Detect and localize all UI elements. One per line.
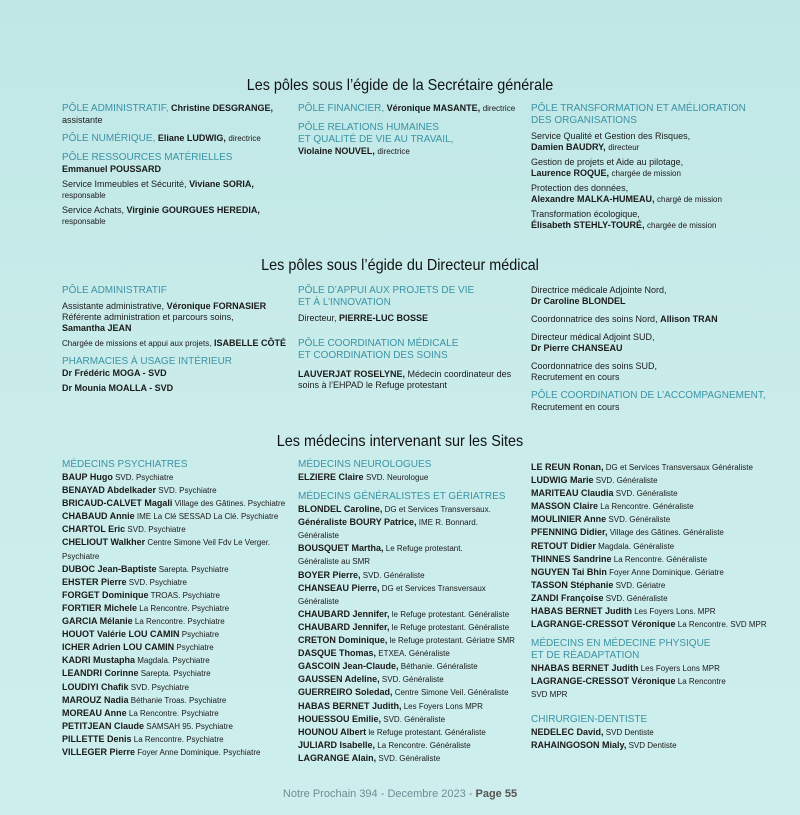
doctor-entry <box>298 660 530 673</box>
doctor-name: CHARTOL Eric <box>62 524 126 535</box>
doctor-entry <box>298 569 530 582</box>
ecolo-role: chargée de mission <box>647 221 717 230</box>
doctor-name: VILLEGER Pierre <box>62 746 136 757</box>
doctor-entry <box>531 618 793 631</box>
dir-sud-name: Dr Pierre CHANSEAU <box>531 343 623 353</box>
doctor-entry <box>531 726 793 739</box>
coord-sud-status: Recrutement en cours <box>531 372 620 382</box>
dentiste-list <box>531 726 793 752</box>
doctor-detail: le Refuge protestant. Généraliste <box>366 727 486 737</box>
doctor-detail: SVD. Psychiatre <box>128 682 189 692</box>
doctor-entry <box>531 592 793 605</box>
doctor-detail: Foyer Anne Dominique. Psychiatre <box>135 747 261 757</box>
doctor-entry <box>298 516 530 529</box>
donnees-name: Alexandre MALKA-HUMEAU, <box>531 194 655 204</box>
neuro-name: ELZIERE Claire <box>298 472 364 482</box>
doctor-detail: La Rencontre. Généraliste <box>375 740 471 750</box>
doctor-entry <box>298 726 530 739</box>
doctor-detail: SVD. Psychiatre <box>112 473 174 482</box>
doctor-entry <box>531 662 793 675</box>
pole-appui-heading-2: ET À L’INNOVATION <box>298 297 391 308</box>
doctor-entry <box>62 615 294 628</box>
doctor-entry <box>298 555 530 568</box>
doctor-entry <box>298 503 530 516</box>
doctor-entry <box>62 471 294 484</box>
doctor-detail: SVD. Généraliste <box>379 675 444 685</box>
doctor-detail: SVD. Généraliste <box>606 515 671 525</box>
doctor-entry <box>62 746 294 759</box>
pharmacies-heading: PHARMACIES À USAGE INTÉRIEUR <box>62 356 233 367</box>
pole-accomp-heading: PÔLE COORDINATION DE L’ACCOMPAGNEMENT, <box>531 390 766 401</box>
footer-publication: Notre Prochain 394 - Decembre 2023 - <box>282 788 473 800</box>
sec2-col3 <box>531 285 791 413</box>
doctor-detail: La Rencontre. Psychiatre <box>132 617 225 627</box>
doctor-entry <box>62 589 294 602</box>
doctor-entry <box>298 686 530 699</box>
doctor-entry <box>531 540 793 553</box>
page-number: Page 55 <box>475 788 518 800</box>
doctor-entry <box>531 605 793 618</box>
doctor-name: Généraliste BOURY Patrice, <box>298 517 417 528</box>
dir-sud-label: Directeur médical Adjoint SUD, <box>531 332 655 342</box>
mpr-heading-1: MÉDECINS EN MÉDECINE PHYSIQUE <box>531 638 711 650</box>
doctor-name: HOUOT Valérie LOU CAMIN <box>62 629 180 640</box>
dir-nord-label: Directrice médicale Adjointe Nord, <box>531 285 667 295</box>
doctor-entry <box>62 720 294 733</box>
doctor-detail: SVD. Généraliste <box>593 476 658 486</box>
doctor-detail: Foyer Anne Dominique. Gériatre <box>606 567 724 577</box>
doctor-detail: SVD. Généraliste <box>613 489 678 499</box>
doctor-detail: SVD. Généraliste <box>376 753 441 763</box>
doctor-detail: DG et Services Transversaux Généraliste <box>603 463 753 472</box>
accomp-status: Recrutement en cours <box>531 402 620 412</box>
chargee-name: ISABELLE CÔTÉ <box>213 338 286 348</box>
generalistes-list-2 <box>531 461 793 631</box>
doctor-detail: le Refuge protestant. Généraliste <box>389 609 510 619</box>
doctor-detail: La Rencontre. SVD MPR <box>675 620 767 630</box>
doctor-name: HOUESSOU Emilie, <box>298 713 382 724</box>
doctor-name: LOUDIYI Chafik <box>62 681 129 692</box>
doctor-entry <box>531 461 793 474</box>
doctor-entry <box>62 667 294 680</box>
doctor-entry <box>531 487 793 500</box>
doctor-detail: La Rencontre. Psychiatre <box>131 734 224 744</box>
doctor-entry <box>62 694 294 707</box>
doctor-name: HOUNOU Albert <box>298 726 367 737</box>
doctor-name: CHAUBARD Jennifer, <box>298 608 390 619</box>
doctor-name: TASSON Stéphanie <box>531 579 614 590</box>
pharmacien-1: Dr Frédéric MOGA - SVD <box>62 368 167 378</box>
mpr-heading-2: ET DE RÉADAPTATION <box>531 650 640 662</box>
doctor-name: FORGET Dominique <box>62 589 149 600</box>
doctor-detail: Béthanie. Généraliste <box>398 662 478 672</box>
doctor-name: KADRI Mustapha <box>62 655 136 666</box>
doctor-detail: Centre Simone Veil. Généraliste <box>392 688 509 698</box>
doctor-name: EHSTER Pierre <box>62 576 127 587</box>
doctor-detail: Les Foyers Lons MPR <box>638 664 720 674</box>
doctor-detail: Le Refuge protestant. <box>383 544 463 554</box>
doctor-detail: La Rencontre. Généraliste <box>611 554 708 564</box>
doctor-detail: Psychiatre <box>174 643 214 653</box>
pole-rh-heading-2: ET QUALITÉ DE VIE AU TRAVAIL, <box>298 134 454 145</box>
doctor-entry <box>298 595 530 608</box>
assist-name: Véronique FORNASIER <box>166 301 267 311</box>
doctor-entry <box>62 654 294 667</box>
pharmacien-2: Dr Mounia MOALLA - SVD <box>62 383 174 393</box>
doctor-entry <box>62 536 294 549</box>
doctor-entry <box>531 579 793 592</box>
doctor-entry <box>298 542 530 555</box>
dentiste-heading: CHIRURGIEN-DENTISTE <box>531 713 648 725</box>
doctor-detail: La Rencontre. Psychiatre <box>126 708 219 718</box>
doctor-detail: Généraliste au SMR <box>298 557 371 567</box>
projets-name: Laurence ROQUE, <box>531 168 610 178</box>
doctor-entry <box>531 474 793 487</box>
pole-transfo-heading-2: DES ORGANISATIONS <box>531 115 637 126</box>
doctor-name: GUERREIRO Soledad, <box>298 687 393 698</box>
num-role: directrice <box>228 134 261 143</box>
qualite-role: directeur <box>608 143 640 152</box>
psychiatres-col <box>62 459 294 759</box>
rh-role: directrice <box>377 147 410 156</box>
doctor-entry <box>531 513 793 526</box>
doctor-entry <box>531 500 793 513</box>
doctor-name: MOREAU Anne <box>62 707 127 718</box>
generalistes-heading: MÉDECINS GÉNÉRALISTES ET GÉRIATRES <box>298 491 506 503</box>
doctor-detail: SVD Dentiste <box>603 727 654 737</box>
doctor-detail: Les Foyers Lons. MPR <box>632 607 716 617</box>
doctor-name: THINNES Sandrine <box>531 553 612 564</box>
doctor-entry <box>298 621 530 634</box>
doctor-detail: Les Foyers Lons MPR <box>401 701 483 711</box>
doctor-name: MASSON Claire <box>531 501 599 512</box>
directeur-label: Directeur, <box>298 313 337 323</box>
doctor-detail: DG et Services Transversaux <box>379 583 486 593</box>
doctor-entry <box>62 733 294 746</box>
doctor-name: BOYER Pierre, <box>298 569 361 580</box>
doctor-detail: La Rencontre <box>675 677 726 687</box>
chargee-label: Chargée de missions et appui aux projets, <box>62 339 212 348</box>
section-title-secretaire: Les pôles sous l’égide de la Secrétaire générale <box>246 77 554 94</box>
doctor-name: NHABAS BERNET Judith <box>531 663 639 674</box>
pole-admin-heading: PÔLE ADMINISTRATIF, <box>62 103 169 114</box>
doctor-entry <box>531 688 793 701</box>
doctor-name: LAGRANGE Alain, <box>298 752 377 763</box>
coord-nord-label: Coordonnatrice des soins Nord, <box>531 314 658 324</box>
doctor-detail: ETXEA. Généraliste <box>376 649 450 659</box>
doctor-detail: IME La Clé SESSAD La Clé. Psychiatre <box>134 512 279 522</box>
doctor-entry <box>62 563 294 576</box>
pole-transfo-heading-1: PÔLE TRANSFORMATION ET AMÉLIORATION <box>531 103 746 114</box>
doctor-detail: SVD. Généraliste <box>603 593 668 603</box>
doctor-detail: Centre Simone Veil Fdv Le Verger. <box>145 538 271 548</box>
imm-role: responsable <box>62 191 106 200</box>
doctor-detail: Psychiatre <box>179 630 220 640</box>
page-footer <box>0 788 800 800</box>
doctor-detail: SVD Dentiste <box>626 740 677 750</box>
ecolo-label: Transformation écologique, <box>531 209 640 219</box>
doctor-entry <box>298 713 530 726</box>
doctor-detail: Généraliste <box>298 596 339 606</box>
pole-financier-heading: PÔLE FINANCIER, <box>298 103 385 114</box>
doctor-entry <box>531 553 793 566</box>
ach-role: responsable <box>62 217 106 226</box>
pole-rm-heading: PÔLE RESSOURCES MATÉRIELLES <box>62 152 233 163</box>
doctor-name: RETOUT Didier <box>531 540 596 551</box>
section-title-medical: Les pôles sous l’égide du Directeur médical <box>261 257 539 274</box>
doctor-entry <box>62 497 294 510</box>
coord-line-1: Médecin coordinateur des <box>407 369 512 379</box>
doctor-entry <box>62 681 294 694</box>
generalistes-col <box>298 459 530 765</box>
pole-admin2-heading: PÔLE ADMINISTRATIF <box>62 285 167 296</box>
pole-rh-heading-1: PÔLE RELATIONS HUMAINES <box>298 122 439 133</box>
doctor-entry <box>531 526 793 539</box>
directeur-name: PIERRE-LUC BOSSE <box>339 313 429 323</box>
neurologues-heading: MÉDECINS NEUROLOGUES <box>298 459 432 470</box>
referente-name: Samantha JEAN <box>62 323 132 333</box>
admin-role: assistante <box>62 115 103 125</box>
doctor-entry <box>298 634 530 647</box>
doctor-name: DUBOC Jean-Baptiste <box>62 563 157 574</box>
section-title-medecins: Les médecins intervenant sur les Sites <box>276 433 524 450</box>
coord-nord-name: Allison TRAN <box>660 314 718 324</box>
doctor-detail: SVD. Gériatre <box>613 580 666 590</box>
doctor-entry <box>62 550 294 563</box>
doctor-detail: La Rencontre. Psychiatre <box>137 603 230 613</box>
sec1-col3 <box>531 103 791 231</box>
qualite-name: Damien BAUDRY, <box>531 142 606 152</box>
fin-name: Véronique MASANTE, <box>386 103 481 113</box>
doctor-detail: le Refuge protestant. Généraliste <box>389 622 510 632</box>
doctor-name: HABAS BERNET Judith <box>531 606 632 617</box>
pole-coord-heading-1: PÔLE COORDINATION MÉDICALE <box>298 338 459 349</box>
doctor-detail: Magdala. Psychiatre <box>135 656 210 666</box>
qualite-label: Service Qualité et Gestion des Risques, <box>531 131 691 141</box>
neuro-detail: SVD. Neurologue <box>366 473 429 482</box>
doctor-detail: Magdala. Généraliste <box>595 541 675 551</box>
coord-sud-label: Coordonnatrice des soins SUD, <box>531 361 658 371</box>
sec1-col2 <box>298 103 523 157</box>
doctor-name: LAGRANGE-CRESSOT Véronique <box>531 676 676 687</box>
psychiatres-heading: MÉDECINS PSYCHIATRES <box>62 459 188 470</box>
sec2-col1 <box>62 285 290 394</box>
pole-numerique-heading: PÔLE NUMÉRIQUE, <box>62 133 156 144</box>
doctor-entry <box>62 707 294 720</box>
coord-line-2: soins à l’EHPAD le Refuge protestant <box>298 380 447 390</box>
generalistes-list <box>298 503 530 765</box>
doctor-name: FORTIER Michele <box>62 602 138 613</box>
doctor-detail: Béthanie Troas. Psychiatre <box>128 695 227 705</box>
sec1-col1 <box>62 103 287 227</box>
doctor-name: LUDWIG Marie <box>531 475 594 486</box>
doctor-detail: Village des Gâtines. Généraliste <box>607 528 724 538</box>
doctor-detail: DG et Services Transversaux. <box>382 505 491 515</box>
rm-name: Emmanuel POUSSARD <box>62 164 162 174</box>
dir-nord-name: Dr Caroline BLONDEL <box>531 296 626 306</box>
doctor-entry <box>298 529 530 542</box>
doctor-entry <box>298 608 530 621</box>
doctor-detail: La Rencontre. Généraliste <box>598 502 694 512</box>
assist-label: Assistante administrative, <box>62 301 165 311</box>
doctor-entry <box>298 582 530 595</box>
doctor-detail: Sarepta. Psychiatre <box>156 564 229 574</box>
doctor-name: CHAUBARD Jennifer, <box>298 621 390 632</box>
doctor-name: CRETON Dominique, <box>298 635 388 646</box>
doctor-name: NEDELEC David, <box>531 726 604 737</box>
doctor-detail: SVD. Généraliste <box>381 714 446 724</box>
doctor-name: ZANDI Françoise <box>531 592 604 603</box>
doctor-name: NGUYEN Tai Bhin <box>531 566 607 577</box>
doctor-name: DASQUE Thomas, <box>298 648 377 659</box>
projets-label: Gestion de projets et Aide au pilotage, <box>531 157 684 167</box>
doctor-name: RAHAINGOSON Mialy, <box>531 739 627 750</box>
doctor-entry <box>298 739 530 752</box>
doctor-name: MAROUZ Nadia <box>62 694 129 705</box>
doctor-name: JULIARD Isabelle, <box>298 739 376 750</box>
donnees-label: Protection des données, <box>531 183 629 193</box>
doctor-detail: SVD. Psychiatre <box>126 577 187 587</box>
doctor-entry <box>62 523 294 536</box>
ecolo-name: Élisabeth STEHLY-TOURÉ, <box>531 220 645 230</box>
doctor-name: MOULINIER Anne <box>531 514 607 525</box>
doctor-entry <box>62 641 294 654</box>
imm-label: Service Immeubles et Sécurité, <box>62 179 187 189</box>
doctor-name: GAUSSEN Adeline, <box>298 674 380 685</box>
doctor-name: HABAS BERNET Judith, <box>298 700 402 711</box>
doctor-entry <box>298 700 530 713</box>
doctor-name: PFENNING Didier, <box>531 527 608 538</box>
doctor-entry <box>62 628 294 641</box>
doctor-detail: Village des Gâtines. Psychiatre <box>172 499 286 509</box>
doctor-entry <box>531 675 793 688</box>
doctor-entry <box>62 484 294 497</box>
doctor-name: LEANDRI Corinne <box>62 668 139 679</box>
doctor-entry <box>531 739 793 752</box>
doctor-detail: Sarepta. Psychiatre <box>138 669 211 679</box>
doctor-detail: le Refuge protestant. Gériatre SMR <box>387 636 515 646</box>
doctor-entry <box>62 510 294 523</box>
coord-name: LAUVERJAT ROSELYNE, <box>298 369 406 379</box>
imm-name: Viviane SORIA, <box>189 179 254 189</box>
doctor-name: LAGRANGE-CRESSOT Véronique <box>531 619 676 630</box>
doctor-entry <box>531 566 793 579</box>
doctor-name: BENAYAD Abdelkader <box>62 485 157 496</box>
doctor-entry <box>298 752 530 765</box>
doctor-name: GASCOIN Jean-Claude, <box>298 661 399 672</box>
doctor-entry <box>298 673 530 686</box>
sec2-col2 <box>298 285 523 391</box>
donnees-role: chargé de mission <box>657 195 722 204</box>
admin-name: Christine DESGRANGE, <box>171 103 274 113</box>
psychiatres-list <box>62 471 294 759</box>
doctor-name: CHABAUD Annie <box>62 511 135 522</box>
doctor-name: GARCIA Mélanie <box>62 616 133 627</box>
num-name: Eliane LUDWIG, <box>157 133 226 143</box>
fin-role: directrice <box>482 104 516 113</box>
pole-coord-heading-2: ET COORDINATION DES SOINS <box>298 350 448 361</box>
doctor-name: BLONDEL Caroline, <box>298 504 383 515</box>
doctor-name: BAUP Hugo <box>62 472 113 482</box>
mpr-list <box>531 662 793 701</box>
doctor-detail: SVD. Psychiatre <box>125 525 186 535</box>
doctor-detail: SVD MPR <box>531 690 568 700</box>
doctor-detail: IME R. Bonnard. <box>416 518 478 528</box>
ach-name: Virginie GOURGUES HEREDIA, <box>126 205 260 215</box>
doctor-entry <box>62 576 294 589</box>
doctor-detail: SVD. Psychiatre <box>156 486 217 496</box>
rh-name: Violaine NOUVEL, <box>298 146 375 156</box>
doctor-name: MARITEAU Claudia <box>531 488 614 499</box>
doctor-name: LE REUN Ronan, <box>531 462 604 472</box>
doctor-name: PETITJEAN Claude <box>62 720 145 731</box>
sites-col3 <box>531 461 793 752</box>
projets-role: chargée de mission <box>611 169 681 178</box>
doctor-name: ICHER Adrien LOU CAMIN <box>62 642 175 653</box>
doctor-detail: Psychiatre <box>62 551 100 561</box>
doctor-entry <box>298 647 530 660</box>
doctor-name: BOUSQUET Martha, <box>298 543 384 554</box>
doctor-name: CHELIOUT Walkher <box>62 537 146 548</box>
ach-label: Service Achats, <box>62 205 125 215</box>
doctor-detail: Généraliste <box>298 531 339 541</box>
doctor-detail: SAMSAH 95. Psychiatre <box>144 721 233 731</box>
doctor-entry <box>62 602 294 615</box>
doctor-detail: SVD. Généraliste <box>360 570 425 580</box>
doctor-name: BRICAUD-CALVET Magali <box>62 498 173 509</box>
doctor-detail: TROAS. Psychiatre <box>148 590 220 600</box>
pole-appui-heading-1: PÔLE D’APPUI AUX PROJETS DE VIE <box>298 285 475 296</box>
doctor-name: CHANSEAU Pierre, <box>298 582 380 593</box>
doctor-name: PILLETTE Denis <box>62 733 132 744</box>
referente-label: Référente administration et parcours soins, <box>62 312 234 322</box>
